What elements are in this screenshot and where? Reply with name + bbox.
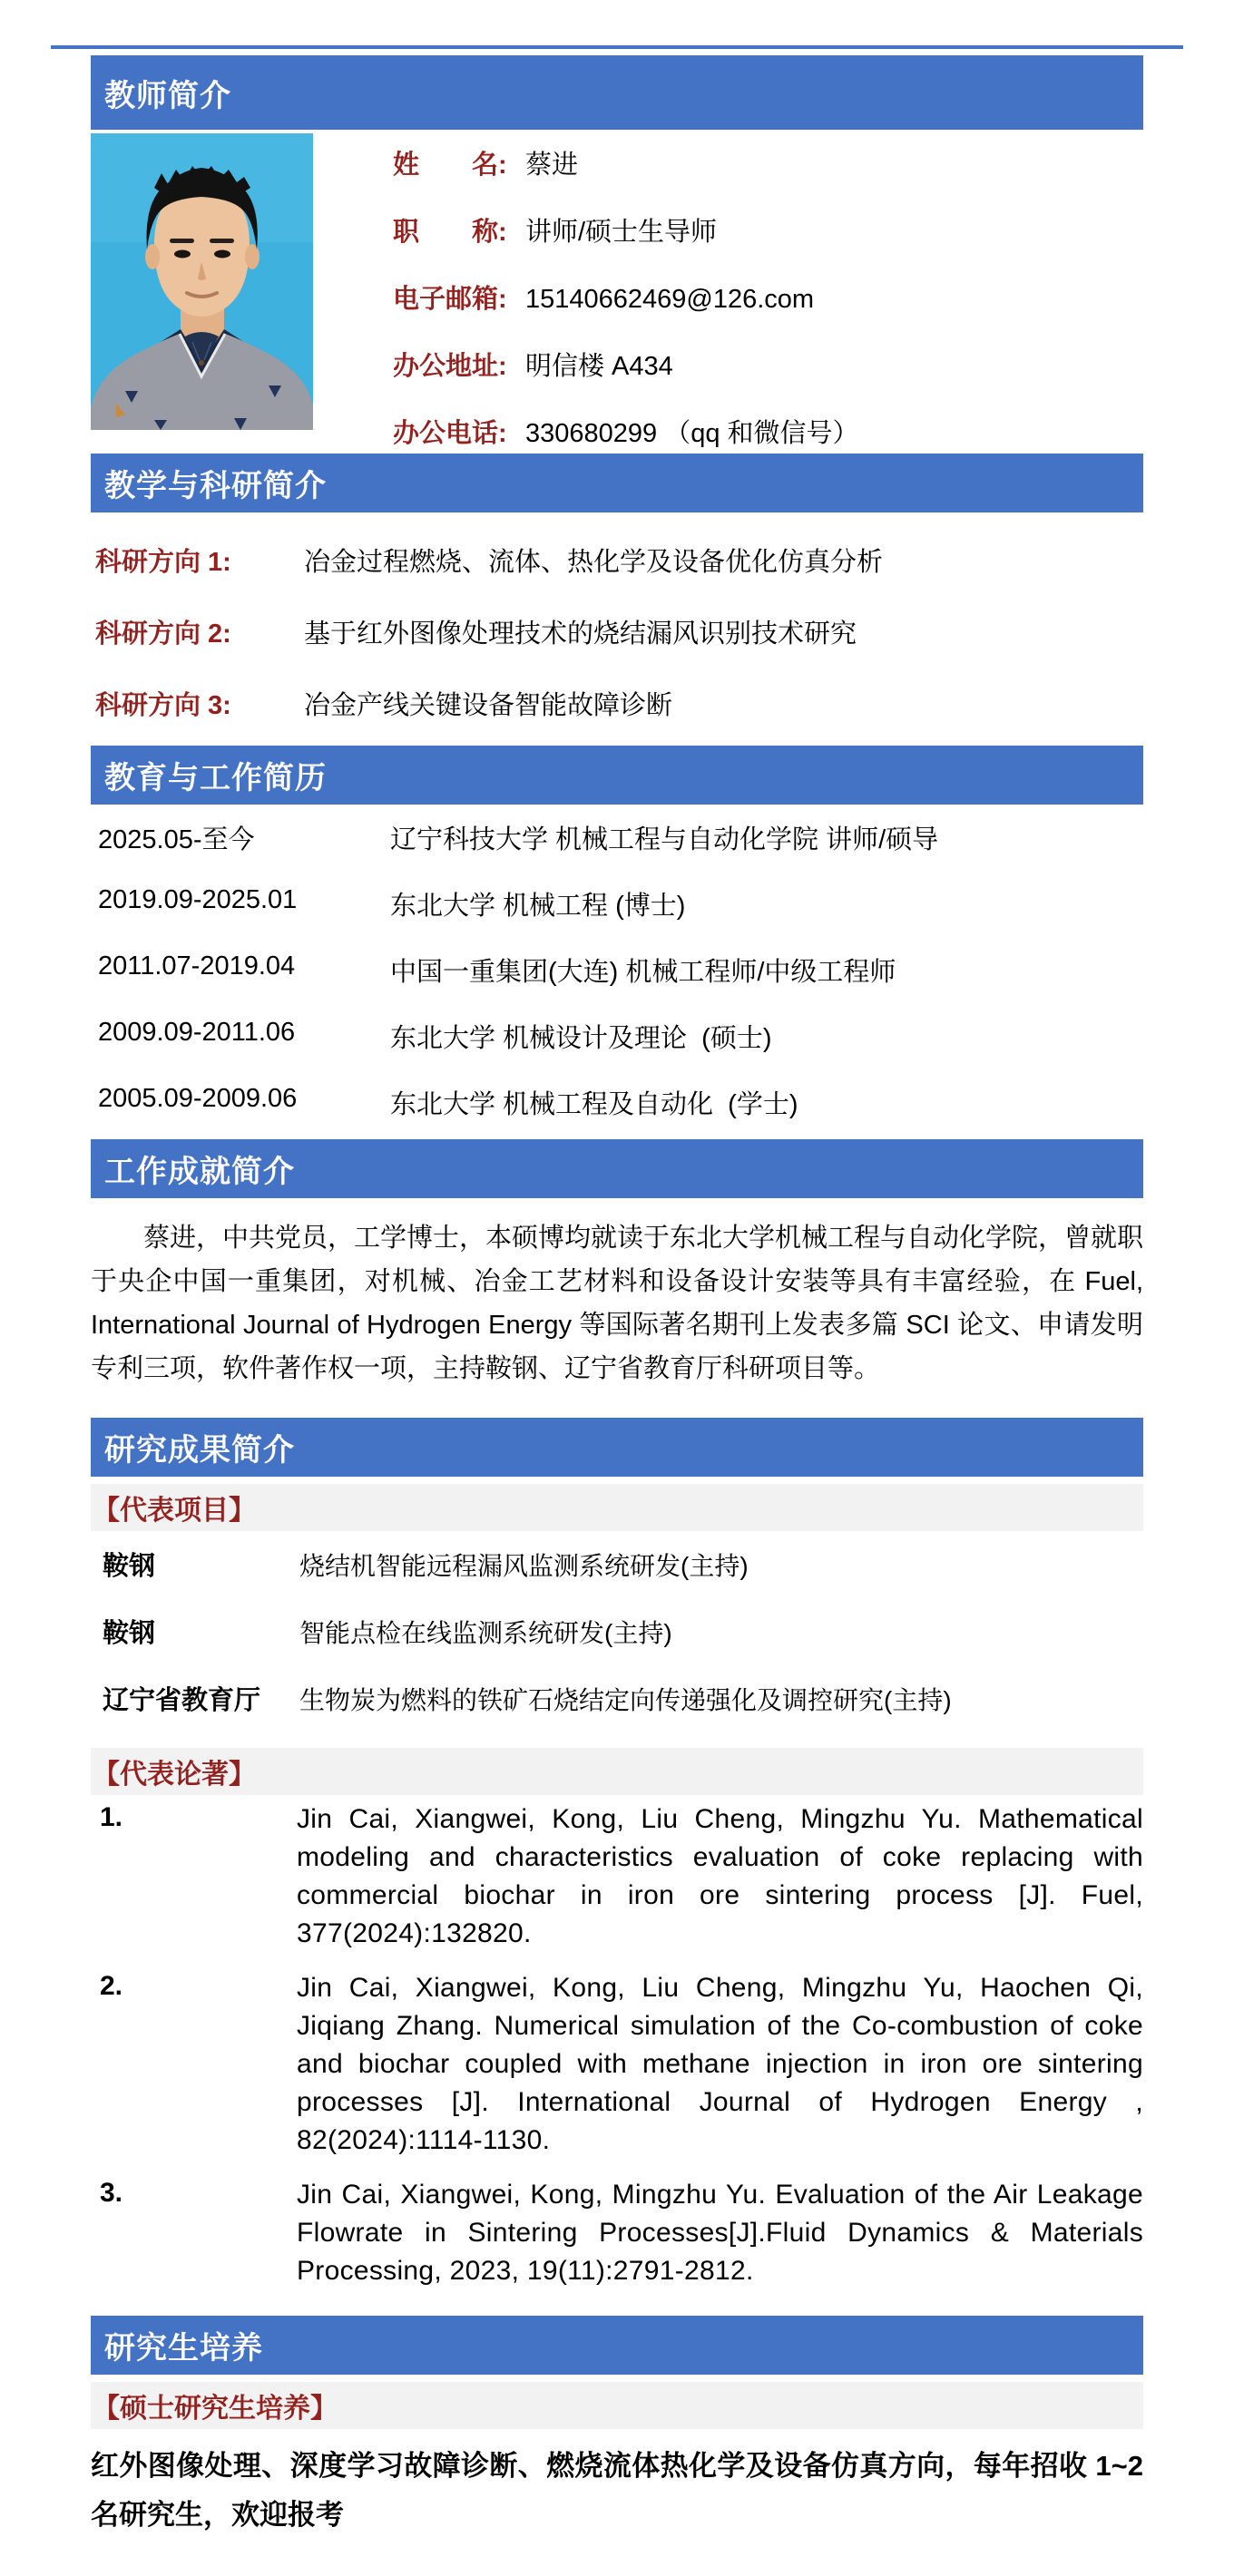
project-funder: 鞍钢 [103,1552,156,1581]
section-title-teaching-research: 教学与科研简介 [104,469,327,503]
profile-field-office-phone [393,413,859,450]
entry-period: 2019.09-2025.01 [98,885,298,914]
profile-info-list [393,133,859,450]
paper-citation: Jin Cai, Xiangwei, Kong, Mingzhu Yu. Evaluation of the Air Leakage Flowrate in Sintering Processes[J].Fluid Dynamics & Materials Processing, 2023, 19(11):2791-2812. [297,2180,1143,2286]
master-recruiting-text: 红外图像处理、深度学习故障诊断、燃烧流体热化学及设备仿真方向，每年招收 1~2 名研究生，欢迎报考 [91,2450,1143,2531]
profile-field-name [393,144,859,181]
field-value: 讲师/硕士生导师 [525,218,718,247]
direction-label: 科研方向 1: [95,548,231,577]
education-entry [91,1018,1143,1055]
field-label: 办公电话: [393,419,507,448]
paper-item-3 [91,2176,1143,2290]
project-funder: 辽宁省教育厅 [103,1686,261,1715]
papers-subheading: 【代表论著】 [93,1760,256,1790]
project-row [91,1546,1143,1583]
paper-citation: Jin Cai, Xiangwei, Kong, Liu Cheng, Mingzhu Yu. Mathematical modeling and characteristics evaluation of coke replacing with commercial biochar in iron ore sintering process [J]. Fuel, 377(2024):132820. [297,1804,1143,1948]
paper-number: 1. [100,1802,123,1832]
section-header-graduate-training [91,2316,1143,2375]
field-label: 姓 名: [393,151,507,180]
profile-photo [91,133,313,430]
entry-detail: 辽宁科技大学 机械工程与自动化学院 讲师/硕导 [390,825,939,854]
section-header-research-results [91,1418,1143,1477]
research-direction-1 [91,542,1143,579]
projects-subheading-strip [91,1484,1143,1531]
project-title: 烧结机智能远程漏风监测系统研发(主持) [299,1552,749,1580]
entry-detail: 东北大学 机械设计及理论 (硕士) [390,1024,772,1053]
profile-field-office-address [393,346,859,383]
entry-detail: 中国一重集团(大连) 机械工程师/中级工程师 [390,958,896,987]
field-value: 明信楼 A434 [525,352,673,381]
projects-list [91,1531,1143,1741]
entry-period: 2025.05-至今 [98,825,255,854]
section-header-achievements [91,1139,1143,1198]
section-title-graduate-training: 研究生培养 [104,2331,263,2366]
project-row [91,1613,1143,1650]
profile-field-title [393,211,859,249]
paper-citation: Jin Cai, Xiangwei, Kong, Liu Cheng, Mingzhu Yu, Haochen Qi, Jiqiang Zhang. Numerical simulation of the Co-combustion of coke and biochar coupled with methane injection in iron ore sintering processes [J]. International Journal of Hydrogen Energy , 82(2024):1114-1130. [297,1973,1143,2155]
direction-text: 基于红外图像处理技术的烧结漏风识别技术研究 [304,620,857,649]
section-title-education-work: 教育与工作简历 [104,761,327,795]
direction-text: 冶金产线关键设备智能故障诊断 [304,691,673,720]
direction-text: 冶金过程燃烧、流体、热化学及设备优化仿真分析 [304,548,884,577]
section-header-teaching-research [91,454,1143,512]
direction-label: 科研方向 3: [95,691,231,720]
entry-period: 2011.07-2019.04 [98,951,296,981]
portrait-photo-illustration [91,133,313,430]
direction-label: 科研方向 2: [95,620,231,649]
profile-section [91,133,1143,450]
top-border-rule [51,45,1183,49]
entry-period: 2009.09-2011.06 [98,1018,296,1047]
paper-item-1 [91,1800,1143,1953]
field-value: 330680299 （qq 和微信号） [525,419,859,448]
achievements-paragraph: 蔡进，中共党员，工学博士，本硕博均就读于东北大学机械工程与自动化学院，曾就职于央企中国一重集团，对机械、冶金工艺材料和设备设计安装等具有丰富经验，在 Fuel, International Journal of Hydrogen Energy 等国际著名期刊上发表多篇 SCI 论文、申请发明专利三项，软件著作权一项，主持鞍钢、辽宁省教育厅科研项目等。 [91,1224,1144,1383]
section-title-achievements: 工作成就简介 [104,1155,295,1189]
research-direction-3 [91,685,1143,722]
field-value-email: 15140662469@126.com [525,285,815,314]
master-subheading-strip [91,2382,1143,2429]
master-subheading: 【硕士研究生培养】 [93,2394,338,2424]
education-entry [91,885,1143,922]
field-value: 蔡进 [525,151,579,180]
education-entry [91,1084,1143,1121]
project-title: 生物炭为燃料的铁矿石烧结定向传递强化及调控研究(主持) [299,1686,952,1714]
project-title: 智能点检在线监测系统研发(主持) [299,1619,672,1647]
section-header-education-work [91,746,1143,805]
project-funder: 鞍钢 [103,1619,156,1648]
education-history-list [91,805,1143,1139]
entry-detail: 东北大学 机械工程 (博士) [390,892,686,921]
field-label: 电子邮箱: [393,285,507,314]
research-directions-list [91,512,1143,746]
entry-detail: 东北大学 机械工程及自动化 (学士) [390,1090,798,1119]
section-title-teacher-intro: 教师简介 [104,78,231,113]
projects-subheading: 【代表项目】 [93,1496,256,1526]
research-direction-2 [91,613,1143,650]
education-entry [91,951,1143,989]
papers-subheading-strip [91,1748,1143,1795]
field-label: 职 称: [393,218,507,247]
profile-field-email [393,278,859,316]
project-row [91,1680,1143,1717]
education-entry [91,819,1143,856]
paper-item-2 [91,1969,1143,2160]
section-header-teacher-intro [91,55,1143,130]
paper-number: 2. [100,1971,123,2001]
entry-period: 2005.09-2009.06 [98,1084,298,1113]
papers-list [91,1795,1143,2301]
paper-number: 3. [100,2178,123,2208]
section-title-research-results: 研究成果简介 [104,1433,295,1468]
field-label: 办公地址: [393,352,507,381]
